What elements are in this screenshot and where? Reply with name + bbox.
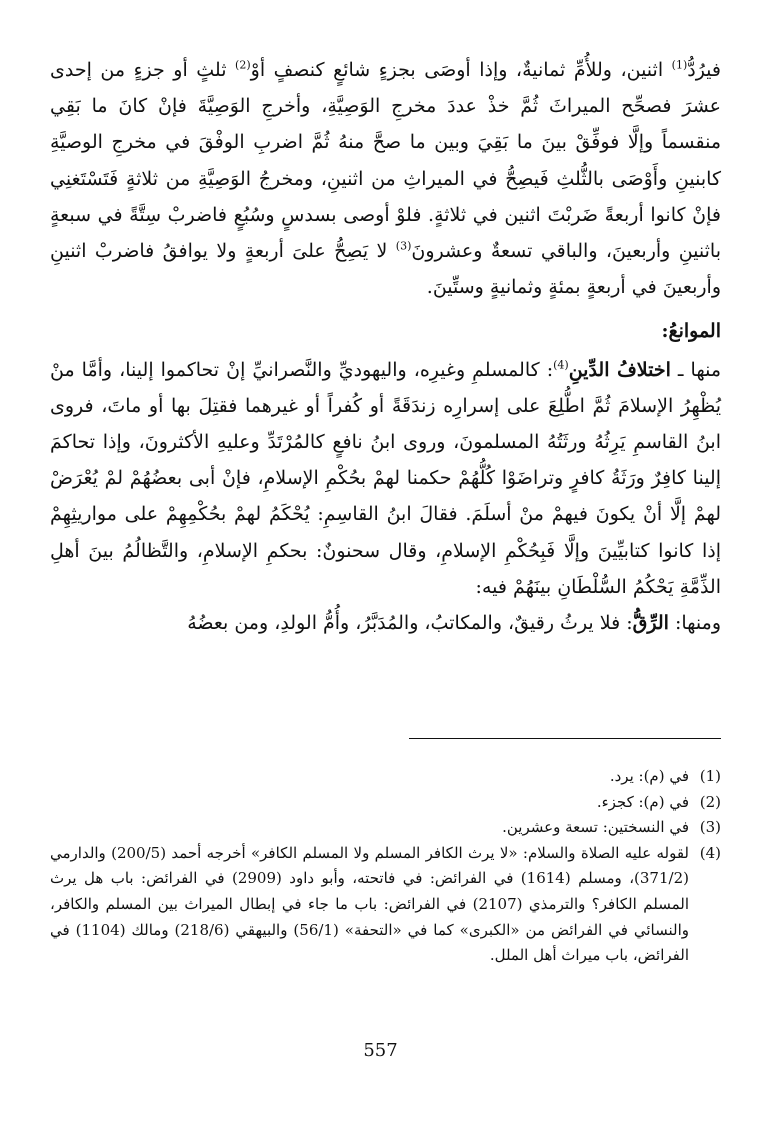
footnote-1 [50,764,721,790]
footnote-ref-2[interactable]: (2) [235,58,251,72]
footnote-text: لقوله عليه الصلاة والسلام: «لا يرث الكافر المسلم ولا المسلم الكافر» أخرجه أحمد (200/5) والدارمي (371/2)، ومسلم (1614) في الفرائض: في فاتحته، وأبو داود (2909) في الفرائض: باب هل يرث المسلم الكافر؟ والترمذي (2107) في الفرائض: باب ما جاء في إبطال الميراث بين المسلم والكافر، والنسائي في الفرائض من «الكبرى» كما في «التحفة» (56/1) والبيهقي (218/6) ومالك (1104) في الفرائض، باب ميراث أهل الملل. [50,843,689,965]
footnotes-section [50,764,721,969]
footnote-4 [50,841,721,969]
text-segment: ثلثٍ أو جزءٍ من إحدى عشرَ فصحِّح الميراثَ ثُمَّ خذْ عددَ مخرجِ الوَصِيَّةِ، وأخرجِ الوَصِيَّةَ فإنْ كانَ ما بَقِي منقسماً وإلَّا فوفِّقْ بينَ ما بَقِيَ وبين ما صحَّ منهُ ثُمَّ اضربِ الوفْقَ في مخرجِ الوصيَّةِ كابنينِ وأَوْصَى بالثُّلثِ فَيصِحُّ في الميراثِ من اثنينِ، ومخرجُ الوَصِيَّةِ من ثلاثةٍ فَتَسْتَغنِي فإنْ كانوا أربعةً ضَربْتَ اثنين في ثلاثةٍ. فلوْ أوصى بسدسٍ وسُبُعٍ فاضربْ سِتَّةً في سبعةٍ باثنينِ وأربعينَ، والباقي تسعةٌ وعشرونَ [50,59,722,263]
text-segment: : كالمسلمِ وغيرِه، واليهوديِّ والنَّصرانيِّ إنْ تحاكموا إلينا، وأمَّا منْ يُظْهِرُ الإسلامَ ثُمَّ اطُّلِعَ على إسرارِه زندَقَةً أو كُفراً أو غيرهما فقتِلَ بها أو ماتَ، فروى ابنُ القاسمِ يَرِثُهُ ورثَتُهُ المسلمونَ، وروى ابنُ نافعٍ كالمُرْتَدِّ وعليهِ الأكثرونَ، وإذا تحاكمَ إلينا كافِرٌ ورَثَةُ كافرٍ وتراضَوْا كُلُّهُمْ حكمنا لهمْ بحُكْمِ الإسلامِ، فإنْ أبى بعضُهُمْ لمْ يُعْرَضْ لهمْ إلَّا أنْ يكونَ فيهمْ منْ أسلَمَ. فقالَ ابنُ القاسِمِ: يُحْكَمُ لهمْ بحُكْمِهِمْ على مواريثِهِمْ إذا كانوا كتابيِّينَ وإلَّا فَبِحُكْمِ الإسلامِ، وقال سحنونٌ: بحكمِ الإسلامِ، والتَّظالُمُ بينَ أهلِ الذِّمَّةِ يَحْكُمُ السُّلْطَانِ بينَهُمْ فيه: [50,358,721,598]
paragraph-inheritance-calc [50,52,721,305]
paragraph-religion-difference [50,352,721,605]
text-segment: فيرُدُّ [687,59,721,81]
footnote-separator [409,738,721,739]
footnote-text: في (م): يرد. [609,767,689,785]
section-heading-impediments: الموانعُ: [661,320,721,343]
text-segment: منها ـ [670,358,721,381]
main-text [50,52,721,641]
footnote-3 [50,815,721,841]
paragraph-slavery [50,605,721,641]
footnote-ref-1[interactable]: (1) [671,58,688,72]
footnote-ref-4[interactable]: (4) [553,358,569,372]
text-segment: : فلا يرثُ رقيقٌ، والمكاتبُ، والمُدَبَّرُ، وأُمُّ الولدِ، ومن بعضُهُ [187,612,633,635]
text-segment: لا يَصِحُّ علىَ أربعةٍ ولا يوافقُ فاضربْ اثنينِ وأربعينَ في أربعةٍ بمئةٍ وثمانيةٍ وستِّينَ. [50,240,721,299]
footnote-number: (2) [699,792,721,811]
footnote-number: (4) [699,843,721,862]
page-number: 557 [363,1040,398,1061]
footnote-number: (1) [699,767,721,785]
footnote-text: في (م): كجزء. [596,792,689,811]
footnote-ref-3[interactable]: (3) [395,239,412,253]
footnote-number: (3) [699,818,721,837]
footnote-text: في النسختين: تسعة وعشرين. [502,818,689,837]
term-religion-difference: اختلافُ الدِّينِ [568,358,671,381]
footnote-2 [50,790,721,816]
term-slavery: الرِّقُّ [632,612,669,635]
text-segment: ومنها: [668,612,721,635]
text-segment: اثنين، وللأُمِّ ثمانيةٌ، وإذا أوصَى بجزءٍ شائعٍ كنصفٍ أوْ [250,59,672,81]
